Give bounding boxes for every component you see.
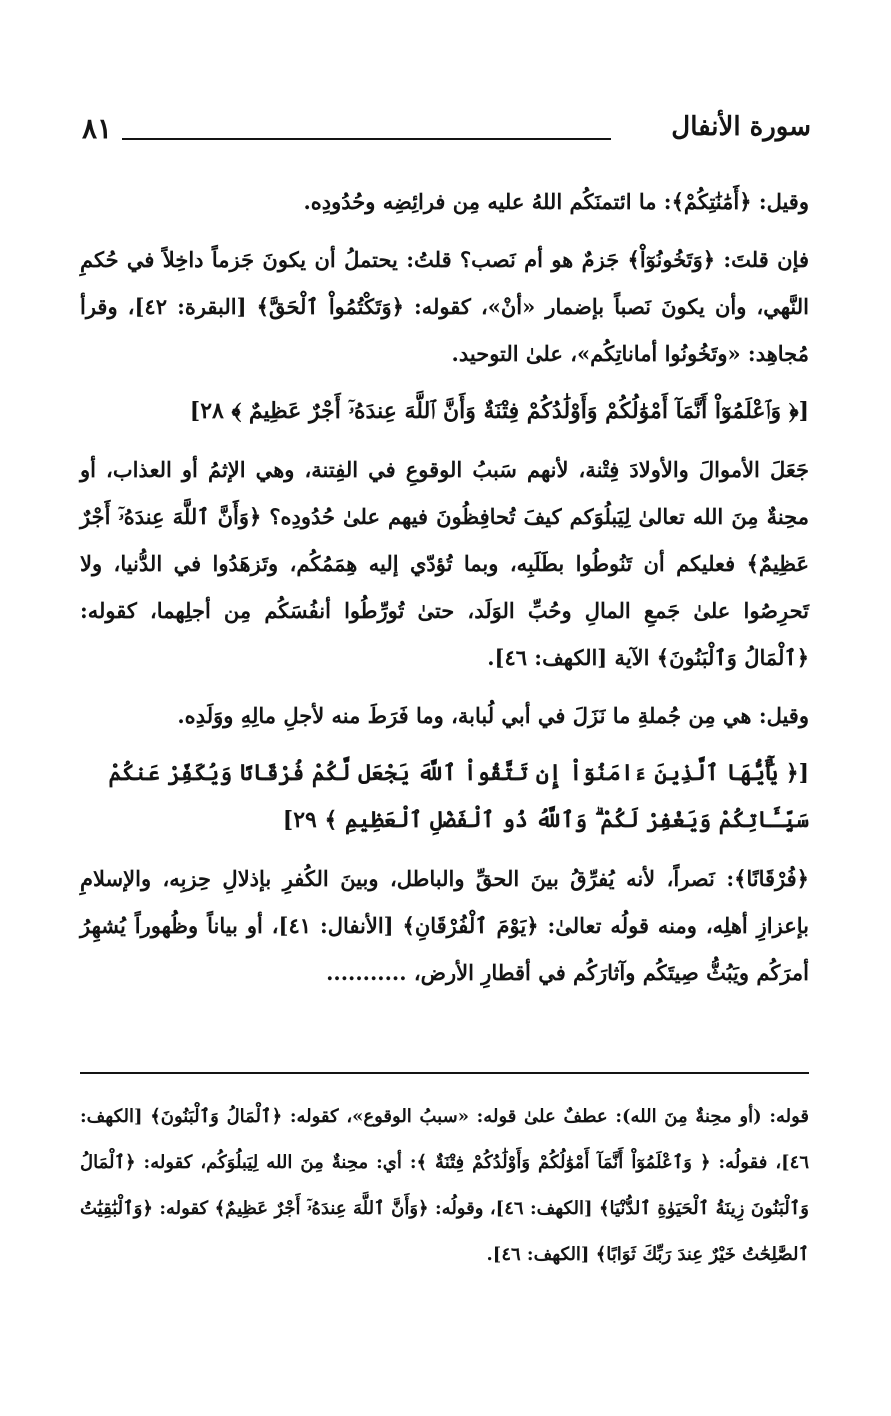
paragraph-furqan: ﴿فُرْقَانًا﴾: نَصراً، لأنه يُفرِّقُ بينَ الحقِّ والباطل، وبينَ الكُفرِ بإذلالِ حِزبِه، والإسلامِ بإعزازِ أهلِه، ومنه قولُه تعالىٰ: ﴿يَوْمَ ٱلْفُرْقَانِ﴾ [الأنفال: ٤١]، أو بياناً وظُهوراً يُشهِرُ أمرَكُم ويَبُثُّ صِيتَكُم وآثارَكُم في أقطارِ الأرض، ........... (80, 866, 809, 985)
footnotes (80, 1094, 809, 1278)
header-rule (122, 138, 611, 140)
page-number: ٨١ (82, 112, 113, 145)
footnote-separator (80, 1072, 809, 1074)
running-header (82, 112, 811, 152)
verse-29: [﴿ يَٰٓأَيُّهَا ٱلَّذِينَ ءَامَنُوٓاْ إِن تَتَّقُواْ ٱللَّهَ يَجْعَل لَّكُمْ فُرْقَانًا وَيُكَفِّرْ عَنكُمْ سَيِّـَٔاتِكُمْ وَيَغْفِرْ لَكُمْ ۗ وَٱللَّهُ ذُو ٱلْفَضْلِ ٱلْعَظِيمِ ﴾ ٢٩] (108, 760, 809, 833)
paragraph-fitna: جَعَلَ الأموالَ والأولادَ فِتْنة، لأنهم سَببُ الوقوعِ في الفِتنة، وهي الإثمُ أو العذاب، أو محِنةٌ مِنَ الله تعالىٰ لِيَبلُوَكم كيفَ تُحافِظُونَ فيهم علىٰ حُدُودِه؟ ﴿وَأَنَّ ٱللَّهَ عِندَهُۥٓ أَجْرٌ عَظِيمٌ﴾ فعليكم أن تَنُوطُوا بطَلَبِه، وبما تُؤدّي إليه هِمَمُكُم، وتَزهَدُوا في الدُّنيا، ولا تَحرِصُوا علىٰ جَمعِ المالِ وحُبِّ الوَلَد، حتىٰ تُورِّطُوا أنفُسَكُم مِن أجلِهما، كقوله: ﴿ٱلْمَالُ وَٱلْبَنُونَ﴾ الآية [الكهف: ٤٦]. (80, 457, 809, 670)
surah-title: سورة الأنفال (671, 112, 811, 142)
footnote-mihna: قوله: (أو محِنةٌ مِنَ الله): عطفٌ علىٰ قوله: «سببُ الوقوع»، كقوله: ﴿ٱلْمَالُ وَٱلْبَنُونَ﴾ [الكهف: ٤٦]، فقولُه: ﴿ وَٱعْلَمُوٓاْ أَنَّمَآ أَمْوَٰلُكُمْ وَأَوْلَٰدُكُمْ فِتْنَةٌ ﴾: أي: محِنةٌ مِنَ الله لِيَبلُوَكُم، كقوله: ﴿ٱلْمَالُ وَٱلْبَنُونَ زِينَةُ ٱلْحَيَوٰةِ ٱلدُّنْيَا﴾ [الكهف: ٤٦]، وقولُه: ﴿وَأَنَّ ٱللَّهَ عِندَهُۥٓ أَجْرٌ عَظِيمٌ﴾ كقوله: ﴿وَٱلْبَٰقِيَٰتُ ٱلصَّٰلِحَٰتُ خَيْرٌ عِندَ رَبِّكَ ثَوَابًا﴾ [الكهف: ٤٦]. (80, 1106, 809, 1265)
paragraph-abu-lubaba: وقيل: هي مِن جُملةِ ما نَزَلَ في أبي لُبابة، وما فَرَطَ منه لأجلِ مالِهِ ووَلَدِه. (177, 703, 809, 728)
verse-28: [﴿ وَٱعْلَمُوٓاْ أَنَّمَآ أَمْوَٰلُكُمْ وَأَوْلَٰدُكُمْ فِتْنَةٌ وَأَنَّ ٱللَّهَ عِندَهُۥٓ أَجْرٌ عَظِيمٌ ﴾ ٢٨] (189, 398, 809, 424)
paragraph-amanatikum: وقيل: ﴿أَمَٰنَٰتِكُمْ﴾: ما ائتمنَكُم اللهُ عليه مِن فرائِضِه وحُدُودِه. (303, 189, 809, 214)
main-text (80, 178, 809, 1007)
paragraph-takhunu: فإن قلتَ: ﴿وَتَخُونُوٓاْ﴾ جَزمٌ هو أم نَصب؟ قلتُ: يحتملُ أن يكونَ جَزماً داخِلاً في حُكمِ النَّهي، وأن يكونَ نَصباً بإضمار «أنْ»، كقوله: ﴿وَتَكْتُمُواْ ٱلْحَقَّ﴾ [البقرة: ٤٢]، وقرأ مُجاهِد: «وتَخُونُوا أماناتِكُم»، علىٰ التوحيد. (80, 247, 809, 366)
